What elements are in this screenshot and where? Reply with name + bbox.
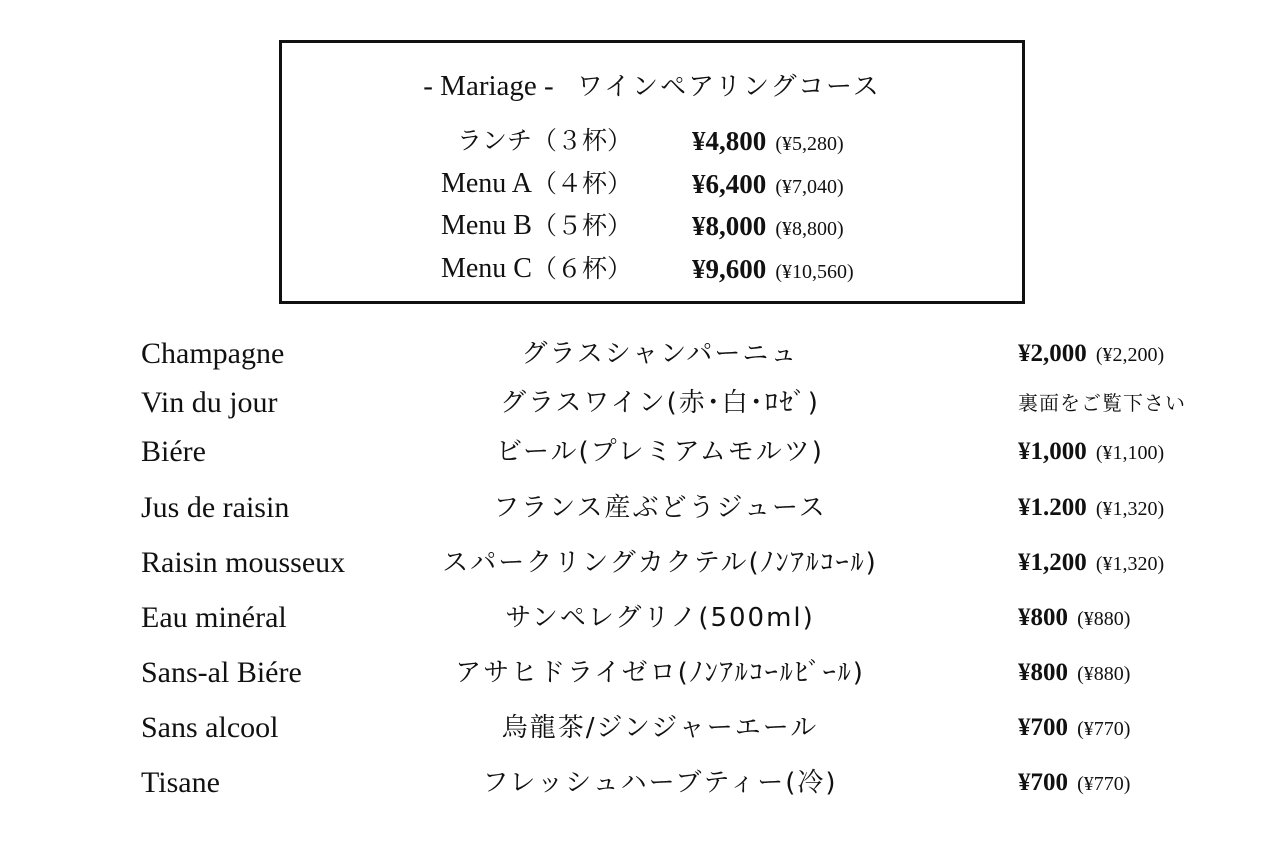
drink-row-jus-de-raisin <box>0 486 1270 530</box>
price-tax: (¥10,560) <box>775 261 854 283</box>
course-name-count: （６杯） <box>531 254 632 283</box>
price-tax: (¥880) <box>1077 608 1131 630</box>
price-tax: (¥770) <box>1077 773 1131 795</box>
price-main: ¥1,000 <box>1018 438 1087 465</box>
course-price <box>692 206 844 250</box>
course-name-main: ランチ <box>456 126 532 155</box>
drink-name-jp: ビール(プレミアムモルツ) <box>496 437 824 467</box>
drink-price <box>1018 761 1130 807</box>
drink-price <box>1018 541 1164 587</box>
drink-name-fr: Vin du jour <box>141 386 278 419</box>
drink-row-eau-mineral <box>0 596 1270 640</box>
price-main: ¥700 <box>1018 769 1068 796</box>
course-name-count: （５杯） <box>531 211 632 240</box>
drink-price <box>1018 706 1130 752</box>
drink-name-fr: Biére <box>141 435 206 468</box>
price-main: ¥9,600 <box>692 254 767 284</box>
drink-name-fr: Champagne <box>141 337 285 370</box>
drink-price <box>1018 381 1186 427</box>
drink-name-jp: フレッシュハーブティー(冷) <box>482 768 838 798</box>
course-name <box>441 249 632 289</box>
price-tax: (¥8,800) <box>775 218 844 240</box>
drink-row-champagne <box>0 332 1270 376</box>
drink-price <box>1018 596 1130 642</box>
price-main: ¥4,800 <box>692 126 767 156</box>
drink-name-fr: Tisane <box>141 766 220 799</box>
course-price <box>692 121 844 165</box>
see-reverse-note: 裏面をご覧下さい <box>1018 391 1186 415</box>
drink-name-fr: Raisin mousseux <box>141 546 346 579</box>
drink-price <box>1018 430 1164 476</box>
course-price <box>692 164 844 208</box>
drink-name-jp: グラスワイン(赤･白･ﾛｾﾞ) <box>500 388 820 418</box>
price-main: ¥800 <box>1018 659 1068 686</box>
price-main: ¥700 <box>1018 714 1068 741</box>
price-tax: (¥7,040) <box>775 176 844 198</box>
course-name-count: （４杯） <box>531 169 632 198</box>
course-row-lunch <box>282 121 1022 161</box>
course-title-jp: ワインペアリングコース <box>576 72 881 102</box>
drink-name-fr: Sans-al Biére <box>141 656 302 689</box>
drink-price <box>1018 651 1130 697</box>
price-tax: (¥1,100) <box>1095 442 1165 464</box>
course-name-main: Menu C <box>440 253 532 284</box>
price-main: ¥8,000 <box>692 211 767 241</box>
wine-pairing-course-box <box>279 40 1025 304</box>
price-main: ¥2,000 <box>1018 340 1087 367</box>
drink-name-jp: サンペレグリノ(500ml) <box>505 603 815 633</box>
price-tax: (¥1,320) <box>1095 498 1165 520</box>
course-title-fr: - Mariage - <box>423 70 554 102</box>
drink-row-vin-du-jour <box>0 381 1270 425</box>
course-name-main: Menu A <box>440 168 532 199</box>
drink-name-fr: Eau minéral <box>141 601 287 634</box>
drink-name-jp: 烏龍茶/ジンジャーエール <box>501 713 819 743</box>
price-main: ¥6,400 <box>692 169 767 199</box>
drink-row-sans-alcool <box>0 706 1270 750</box>
price-main: ¥800 <box>1018 604 1068 631</box>
course-row-menu-c <box>282 249 1022 289</box>
drink-name-fr: Sans alcool <box>141 711 279 744</box>
drink-name-jp: フランス産ぶどうジュース <box>493 493 827 523</box>
drink-price <box>1018 332 1164 378</box>
course-name <box>457 121 632 161</box>
course-row-menu-a <box>282 164 1022 204</box>
course-name-main: Menu B <box>440 210 532 241</box>
price-tax: (¥770) <box>1077 718 1131 740</box>
price-main: ¥1,200 <box>1018 549 1087 576</box>
course-name <box>441 206 632 246</box>
drink-name-jp: スパークリングカクテル(ﾉﾝｱﾙｺｰﾙ) <box>442 548 878 578</box>
price-tax: (¥2,200) <box>1095 344 1165 366</box>
price-tax: (¥5,280) <box>775 133 844 155</box>
drink-row-sans-al-biere <box>0 651 1270 695</box>
drink-row-biere <box>0 430 1270 474</box>
drink-name-jp: アサヒドライゼロ(ﾉﾝｱﾙｺｰﾙﾋﾞｰﾙ) <box>455 658 865 688</box>
drink-row-raisin-mousseux <box>0 541 1270 585</box>
price-main: ¥1.200 <box>1018 494 1087 521</box>
course-name <box>441 164 632 204</box>
drink-row-tisane <box>0 761 1270 805</box>
price-tax: (¥1,320) <box>1095 553 1165 575</box>
drink-name-fr: Jus de raisin <box>141 491 290 524</box>
price-tax: (¥880) <box>1077 663 1131 685</box>
drink-price <box>1018 486 1164 532</box>
course-price <box>692 249 854 293</box>
course-title <box>282 65 1022 107</box>
course-row-menu-b <box>282 206 1022 246</box>
drink-name-jp: グラスシャンパーニュ <box>521 339 799 369</box>
course-name-count: （３杯） <box>531 126 632 155</box>
